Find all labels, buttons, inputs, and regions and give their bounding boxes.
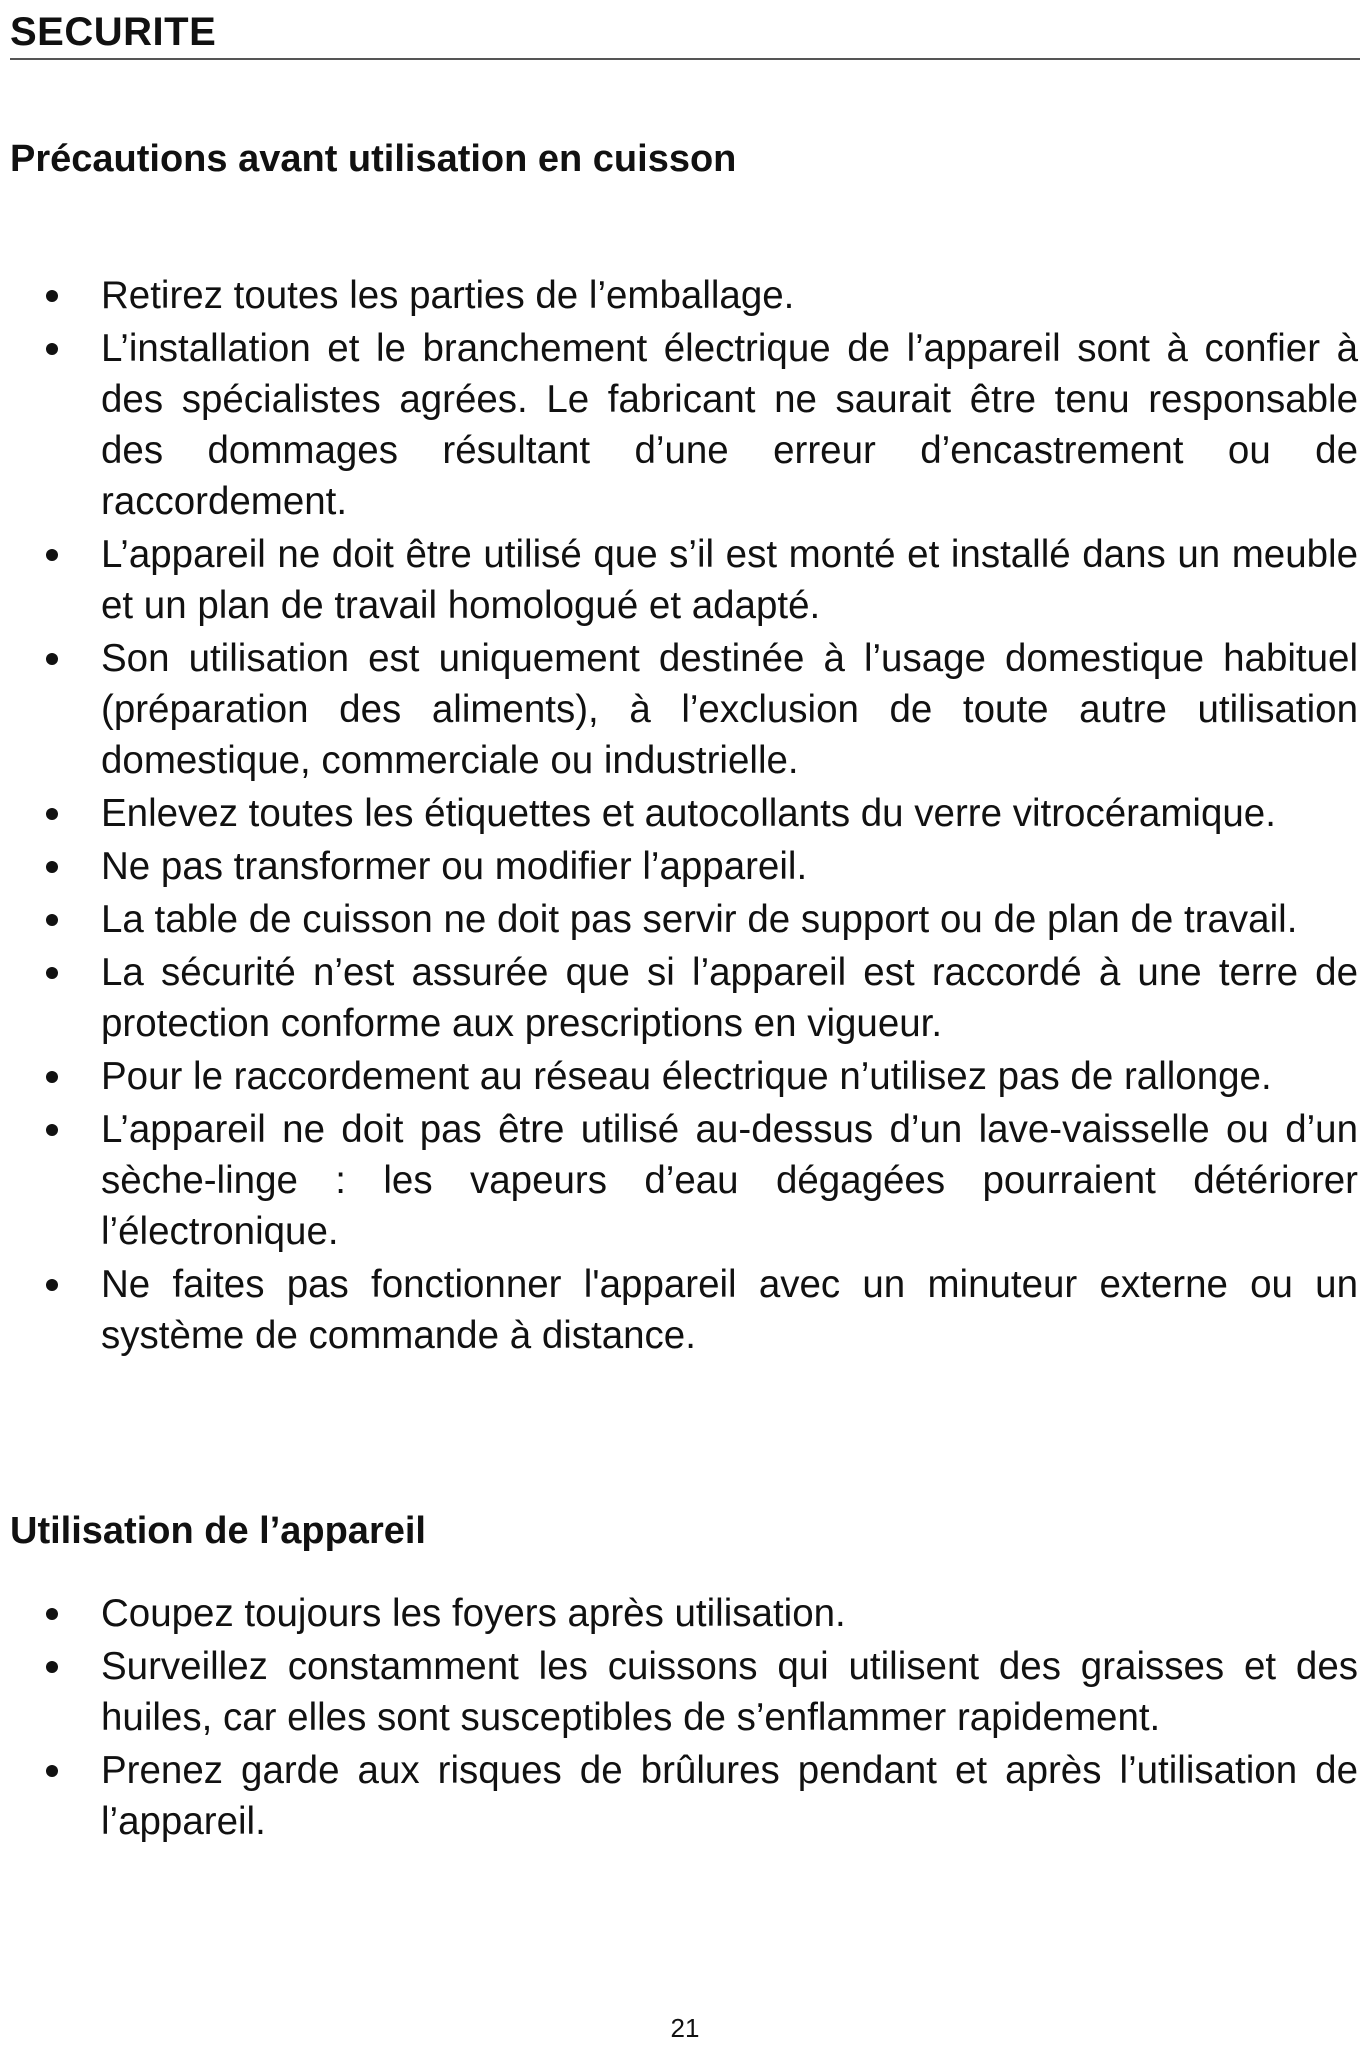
list-item xyxy=(10,323,1360,527)
list-item-text: Retirez toutes les parties de l’emballage. xyxy=(101,274,795,317)
bullet-icon xyxy=(46,861,58,873)
list-item xyxy=(10,788,1360,839)
document-page xyxy=(10,0,1360,2063)
list-item-text: Enlevez toutes les étiquettes et autocollants du verre vitrocéramique. xyxy=(101,792,1276,835)
page-number: 21 xyxy=(670,2013,700,2043)
section-utilisation xyxy=(10,1508,1360,1847)
list-item-text: Surveillez constamment les cuissons qui utilisent des graisses et des huiles, car elles sont susceptibles de s’enflammer rapidement. xyxy=(101,1645,1358,1739)
bullet-icon xyxy=(46,1071,58,1083)
list-item xyxy=(10,270,1360,321)
list-item xyxy=(10,529,1360,631)
list-item-text: La table de cuisson ne doit pas servir de support ou de plan de travail. xyxy=(101,898,1298,941)
list-item-text: Pour le raccordement au réseau électrique n’utilisez pas de rallonge. xyxy=(101,1055,1272,1098)
bullet-icon xyxy=(46,914,58,926)
section-title: Utilisation de l’appareil xyxy=(10,1510,426,1552)
section-precautions xyxy=(10,136,1360,1361)
list-item-text: Ne pas transformer ou modifier l’appareil. xyxy=(101,845,808,888)
list-item-text: L’installation et le branchement électrique de l’appareil sont à confier à des spécialistes agrées. Le fabricant ne saurait être tenu responsable des dommages résultant d’une erreur d’encastrement ou de raccordement. xyxy=(101,327,1358,523)
list-item-text: L’appareil ne doit pas être utilisé au-dessus d’un lave-vaisselle ou d’un sèche-linge : les vapeurs d’eau dégagées pourraient détériorer l’électronique. xyxy=(101,1108,1358,1253)
list-item xyxy=(10,1588,1360,1639)
list-item xyxy=(10,1259,1360,1361)
bullet-icon xyxy=(46,1124,58,1136)
bullet-icon xyxy=(46,1765,58,1777)
list-item xyxy=(10,1641,1360,1743)
list-item-text: Coupez toujours les foyers après utilisation. xyxy=(101,1592,846,1635)
bullet-icon xyxy=(46,290,58,302)
page-title: SECURITE xyxy=(10,10,217,54)
list-item xyxy=(10,633,1360,786)
list-item xyxy=(10,841,1360,892)
list-item xyxy=(10,947,1360,1049)
bullet-icon xyxy=(46,1661,58,1673)
bullet-icon xyxy=(46,967,58,979)
section-title: Précautions avant utilisation en cuisson xyxy=(10,138,737,180)
list-item-text: L’appareil ne doit être utilisé que s’il est monté et installé dans un meuble et un plan de travail homologué et adapté. xyxy=(101,533,1358,627)
bullet-list xyxy=(10,1588,1360,1847)
list-item-text: Ne faites pas fonctionner l'appareil avec un minuteur externe ou un système de commande à distance. xyxy=(101,1263,1358,1357)
bullet-icon xyxy=(46,343,58,355)
list-item-text: Prenez garde aux risques de brûlures pendant et après l’utilisation de l’appareil. xyxy=(101,1749,1358,1843)
list-item-text: La sécurité n’est assurée que si l’appareil est raccordé à une terre de protection conforme aux prescriptions en vigueur. xyxy=(101,951,1358,1045)
bullet-icon xyxy=(46,653,58,665)
list-item-text: Son utilisation est uniquement destinée à l’usage domestique habituel (préparation des aliments), à l’exclusion de toute autre utilisation domestique, commerciale ou industrielle. xyxy=(101,637,1358,782)
bullet-icon xyxy=(46,549,58,561)
bullet-icon xyxy=(46,808,58,820)
list-item xyxy=(10,1051,1360,1102)
page-header xyxy=(10,4,1360,60)
bullet-icon xyxy=(46,1279,58,1291)
list-item xyxy=(10,894,1360,945)
list-item xyxy=(10,1745,1360,1847)
bullet-list xyxy=(10,270,1360,1361)
bullet-icon xyxy=(46,1608,58,1620)
list-item xyxy=(10,1104,1360,1257)
